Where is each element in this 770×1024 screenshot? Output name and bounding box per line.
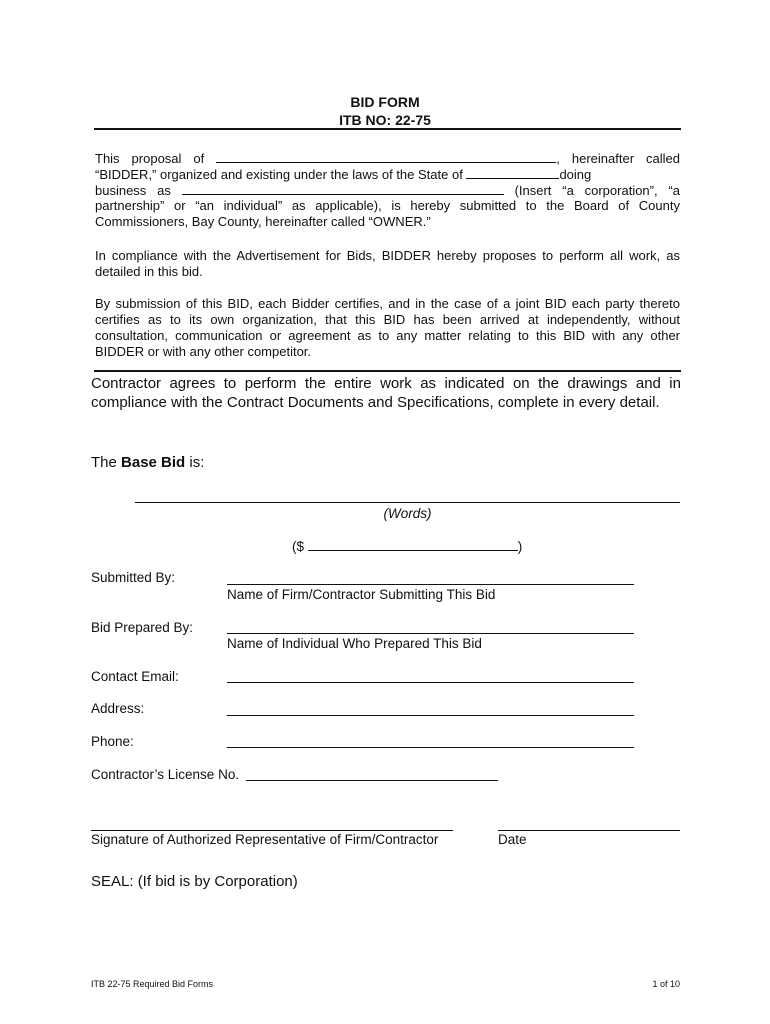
proposal-line-5: Commissioners, Bay County, hereinafter called “OWNER.”	[95, 214, 431, 229]
base-bid-words-field[interactable]	[135, 502, 680, 503]
page-number: 1 of 10	[652, 979, 680, 989]
seal-label: SEAL: (If bid is by Corporation)	[91, 873, 298, 890]
footer-document-name: ITB 22-75 Required Bid Forms	[91, 979, 214, 989]
certification-line-4: BIDDER or with any other competitor.	[95, 344, 312, 359]
prepared-by-caption: Name of Individual Who Prepared This Bid	[227, 636, 482, 651]
date-caption: Date	[498, 832, 527, 847]
phone-label: Phone:	[91, 734, 134, 749]
license-label: Contractor’s License No.	[91, 767, 240, 782]
compliance-line-1: In compliance with the Advertisement for Bids, BIDDER hereby proposes to perform all work, as	[95, 248, 680, 263]
signature-caption: Signature of Authorized Representative of Firm/Contractor	[91, 832, 439, 847]
contact-email-field[interactable]	[227, 682, 634, 683]
prepared-by-field[interactable]	[227, 633, 634, 634]
submitted-by-caption: Name of Firm/Contractor Submitting This Bid	[227, 587, 496, 602]
proposal-line-1: This proposal of , hereinafter called	[95, 151, 680, 166]
license-field[interactable]	[246, 780, 498, 781]
phone-field[interactable]	[227, 747, 634, 748]
header-rule	[94, 128, 681, 130]
proposal-line-4: partnership” or “an individual” as applicable), is hereby submitted to the Board of County	[95, 198, 680, 213]
itb-number: ITB NO: 22-75	[339, 112, 431, 128]
agreement-line-1: Contractor agrees to perform the entire work as indicated on the drawings and in	[91, 375, 681, 392]
certification-line-1: By submission of this BID, each Bidder certifies, and in the case of a joint BID each party thereto	[95, 296, 680, 311]
compliance-line-2: detailed in this bid.	[95, 264, 203, 279]
address-label: Address:	[91, 701, 145, 716]
proposal-line-3: business as (Insert “a corporation”, “a	[95, 183, 680, 198]
section-rule	[94, 370, 681, 372]
words-caption: (Words)	[383, 506, 432, 521]
business-as-field[interactable]	[182, 182, 504, 195]
prepared-by-label: Bid Prepared By:	[91, 620, 194, 635]
submitted-by-label: Submitted By:	[91, 570, 176, 585]
state-field[interactable]	[466, 166, 559, 179]
base-bid-dollar-field[interactable]	[308, 538, 518, 551]
document-title: BID FORM	[350, 94, 420, 110]
signature-field[interactable]	[91, 830, 453, 831]
base-bid-amount: ($ )	[292, 539, 523, 554]
submitted-by-field[interactable]	[227, 584, 634, 585]
agreement-line-2: compliance with the Contract Documents and Specifications, complete in every detail.	[91, 394, 660, 411]
proposal-line-2: “BIDDER,” organized and existing under the laws of the State of doing	[95, 167, 592, 182]
address-field[interactable]	[227, 715, 634, 716]
proposer-name-field[interactable]	[216, 150, 556, 163]
base-bid-label: The Base Bid is:	[91, 454, 205, 471]
certification-line-2: certifies as to its own organization, that this BID has been arrived at independently, without	[95, 312, 680, 327]
contact-email-label: Contact Email:	[91, 669, 179, 684]
date-field[interactable]	[498, 830, 680, 831]
certification-line-3: consultation, communication or agreement as to any matter relating to this BID with any other	[95, 328, 680, 343]
